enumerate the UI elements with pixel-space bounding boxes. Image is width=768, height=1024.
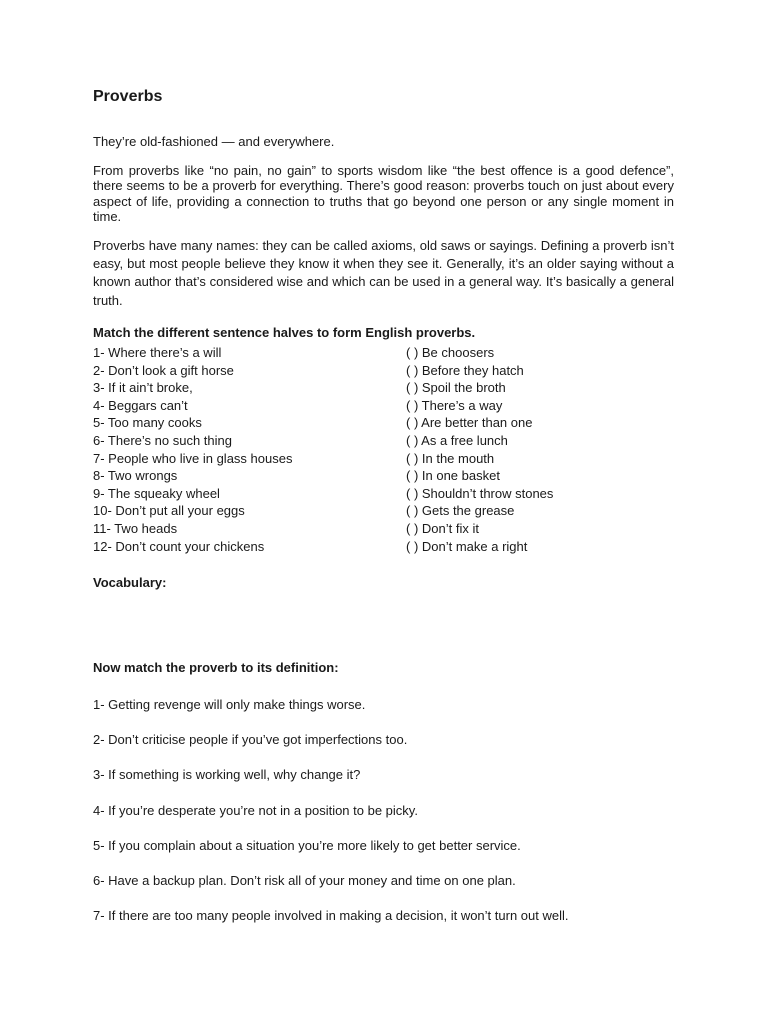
paragraph-2: From proverbs like “no pain, no gain” to sports wisdom like “the best offence is a good defence”, there seems to be a proverb for everything. There’s good reason: proverbs touch on just about every aspect of life, providing a connection to truths that go beyond one person or any single moment in time. xyxy=(93,163,674,225)
proverb-end: ( ) In one basket xyxy=(406,468,500,484)
proverb-end: ( ) As a free lunch xyxy=(406,432,508,448)
match-row xyxy=(93,502,613,520)
match-row xyxy=(93,467,613,485)
definition-item: 6- Have a backup plan. Don’t risk all of your money and time on one plan. xyxy=(93,872,516,888)
vocabulary-heading: Vocabulary: xyxy=(93,575,167,590)
proverb-start: 4- Beggars can’t xyxy=(93,397,188,413)
match-row xyxy=(93,485,613,503)
match-row xyxy=(93,362,613,380)
proverb-end: ( ) There’s a way xyxy=(406,397,503,413)
proverb-start: 12- Don’t count your chickens xyxy=(93,538,265,554)
proverb-end: ( ) Before they hatch xyxy=(406,362,524,378)
match-row xyxy=(93,379,613,397)
proverb-start: 3- If it ain’t broke, xyxy=(93,380,193,396)
proverb-end: ( ) Shouldn’t throw stones xyxy=(406,485,554,501)
proverb-start: 8- Two wrongs xyxy=(93,468,178,484)
proverb-start: 6- There’s no such thing xyxy=(93,432,232,448)
proverb-start: 7- People who live in glass houses xyxy=(93,450,293,466)
match-row xyxy=(93,414,613,432)
definition-item: 5- If you complain about a situation you’re more likely to get better service. xyxy=(93,837,521,853)
proverb-end: ( ) In the mouth xyxy=(406,450,495,466)
definition-item: 2- Don’t criticise people if you’ve got imperfections too. xyxy=(93,732,408,748)
definition-heading: Now match the proverb to its definition: xyxy=(93,660,339,675)
proverb-end: ( ) Spoil the broth xyxy=(406,380,506,396)
proverb-start: 9- The squeaky wheel xyxy=(93,485,220,501)
match-heading: Match the different sentence halves to form English proverbs. xyxy=(93,325,476,340)
proverb-end: ( ) Be choosers xyxy=(406,345,495,360)
definition-item: 1- Getting revenge will only make things worse. xyxy=(93,697,366,712)
proverb-start: 5- Too many cooks xyxy=(93,415,202,431)
proverb-end: ( ) Are better than one xyxy=(406,415,533,431)
page-title: Proverbs xyxy=(93,88,163,105)
proverb-start: 11- Two heads xyxy=(93,520,178,536)
match-list xyxy=(93,344,613,555)
match-row xyxy=(93,432,613,450)
proverb-end: ( ) Don’t fix it xyxy=(406,520,479,536)
paragraph-3: Proverbs have many names: they can be called axioms, old saws or sayings. Defining a proverb isn’t easy, but most people believe they know it when they see it. Generally, it’s an older saying without a known author that’s considered wise and which can be used in a general way. It’s basically a general truth. xyxy=(93,238,674,308)
match-row xyxy=(93,344,613,362)
definition-list xyxy=(93,697,568,943)
proverb-end: ( ) Don’t make a right xyxy=(406,538,528,554)
proverb-start: 2- Don’t look a gift horse xyxy=(93,362,234,378)
match-row xyxy=(93,450,613,468)
definition-item: 3- If something is working well, why change it? xyxy=(93,767,361,783)
proverb-start: 10- Don’t put all your eggs xyxy=(93,503,245,519)
definition-item: 7- If there are too many people involved in making a decision, it won’t turn out well. xyxy=(93,908,569,924)
definition-item: 4- If you’re desperate you’re not in a position to be picky. xyxy=(93,802,418,818)
match-row xyxy=(93,538,613,556)
intro-paragraph: They’re old-fashioned — and everywhere. xyxy=(93,134,335,149)
match-row xyxy=(93,520,613,538)
proverb-start: 1- Where there’s a will xyxy=(93,345,222,360)
proverb-end: ( ) Gets the grease xyxy=(406,503,515,519)
match-row xyxy=(93,397,613,415)
